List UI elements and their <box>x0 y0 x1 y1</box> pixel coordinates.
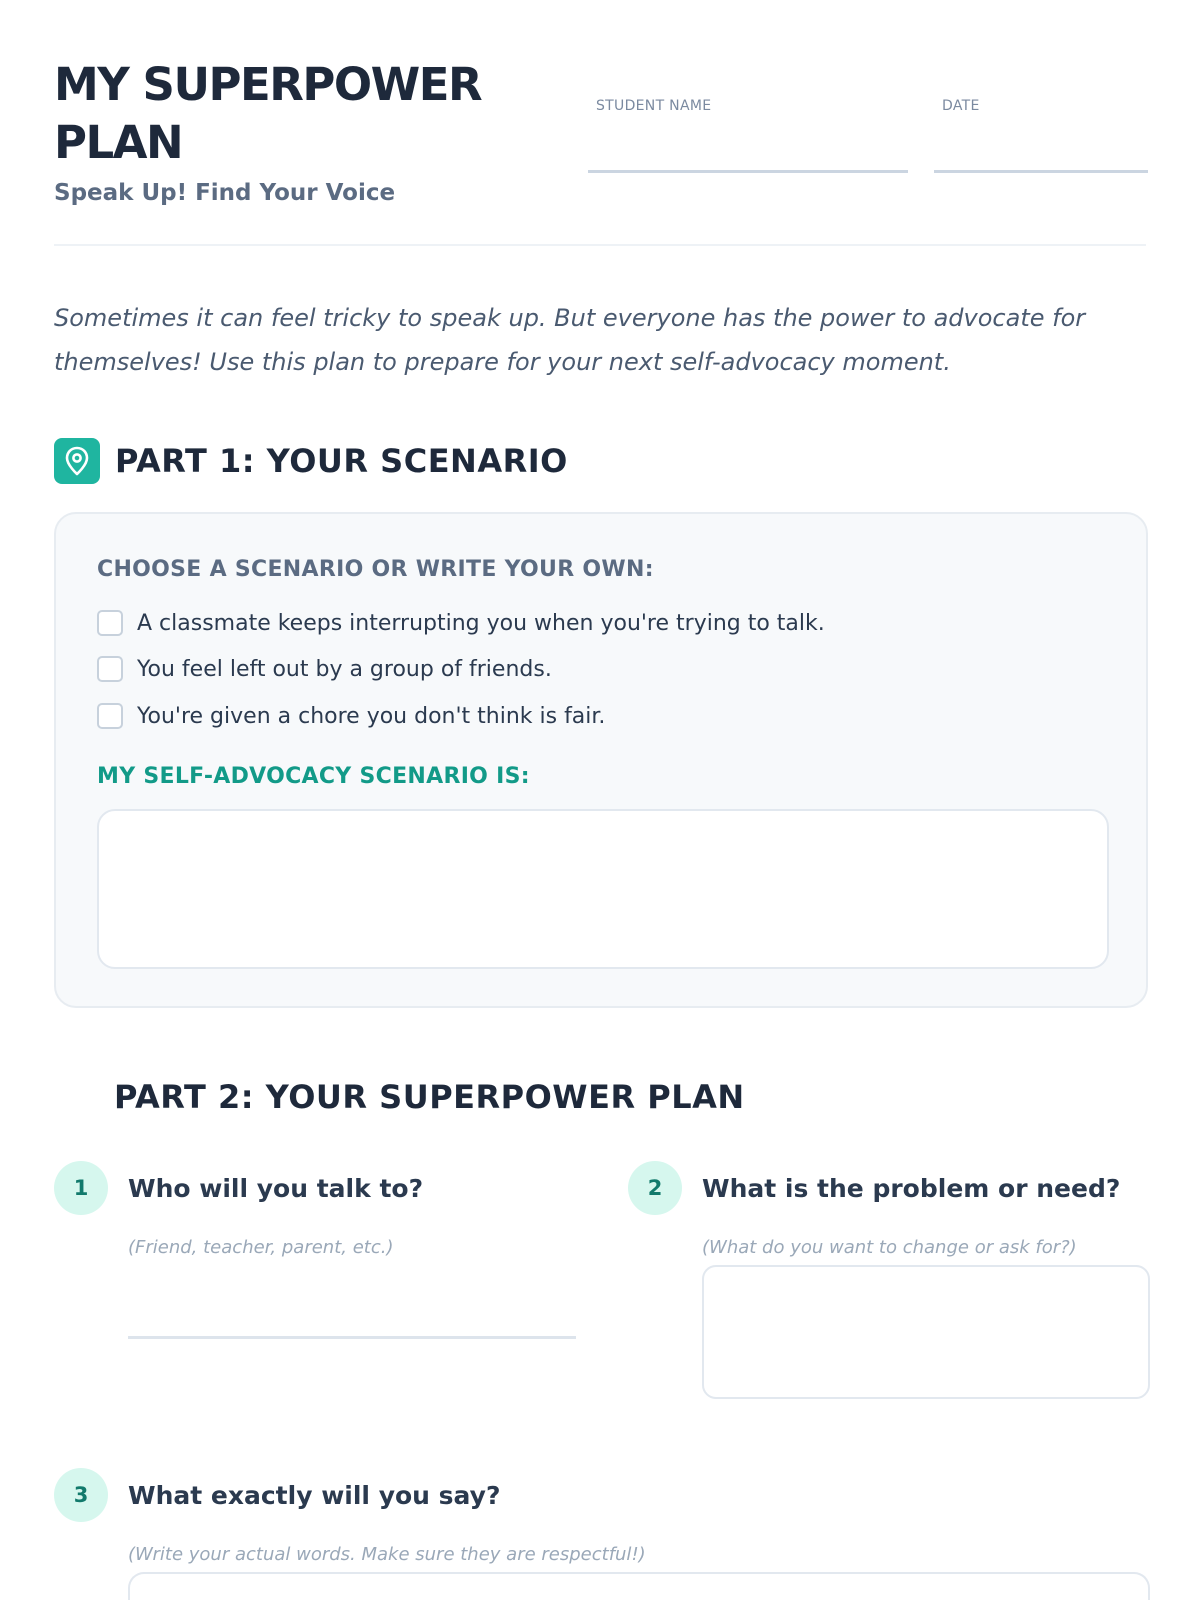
worksheet-header <box>54 56 1146 246</box>
page-title: MY SUPERPOWER PLAN <box>54 58 482 169</box>
map-pin-icon <box>54 438 100 484</box>
step-question: What is the problem or need? <box>702 1174 1121 1203</box>
step-hint: (Write your actual words. Make sure they are respectful!) <box>128 1544 646 1565</box>
scenario-option[interactable] <box>97 610 825 636</box>
step-hint: (What do you want to change or ask for?) <box>702 1237 1077 1258</box>
step-what-to-say <box>54 1468 1150 1600</box>
part1-title: PART 1: YOUR SCENARIO <box>115 442 568 480</box>
scenario-option[interactable] <box>97 703 605 729</box>
scenario-textarea[interactable] <box>97 809 1109 969</box>
date-input-line[interactable] <box>934 170 1148 173</box>
student-name-field[interactable] <box>588 98 908 114</box>
scenario-card <box>54 512 1148 1008</box>
problem-textarea[interactable] <box>702 1265 1150 1399</box>
what-to-say-textarea[interactable] <box>128 1572 1150 1600</box>
step-number-badge: 2 <box>628 1161 682 1215</box>
student-name-label: STUDENT NAME <box>596 98 712 114</box>
part2-title: PART 2: YOUR SUPERPOWER PLAN <box>114 1078 745 1116</box>
my-scenario-label: MY SELF-ADVOCACY SCENARIO IS: <box>97 764 530 789</box>
scenario-option-text: A classmate keeps interrupting you when you're trying to talk. <box>137 610 825 636</box>
step-question: Who will you talk to? <box>128 1174 424 1203</box>
step-problem <box>628 1161 1148 1411</box>
step-number-badge: 1 <box>54 1161 108 1215</box>
intro-text: Sometimes it can feel tricky to speak up. But everyone has the power to advocate for themselves! Use this plan to prepare for your next self-advocacy moment. <box>54 304 1086 376</box>
who-input[interactable] <box>128 1276 576 1339</box>
step-question: What exactly will you say? <box>128 1481 501 1510</box>
date-label: DATE <box>942 98 980 114</box>
step-number-badge: 3 <box>54 1468 108 1522</box>
scenario-checkbox[interactable] <box>97 703 123 729</box>
date-field[interactable] <box>934 98 1146 114</box>
student-name-input-line[interactable] <box>588 170 908 173</box>
page-subtitle: Speak Up! Find Your Voice <box>54 180 396 206</box>
scenario-option-text: You're given a chore you don't think is fair. <box>137 703 606 729</box>
scenario-checkbox[interactable] <box>97 656 123 682</box>
scenario-option-text: You feel left out by a group of friends. <box>137 656 552 682</box>
choose-scenario-label: CHOOSE A SCENARIO OR WRITE YOUR OWN: <box>97 557 654 582</box>
step-who <box>54 1161 574 1361</box>
step-hint: (Friend, teacher, parent, etc.) <box>128 1237 394 1258</box>
part1-heading <box>54 438 568 484</box>
scenario-option[interactable] <box>97 656 552 682</box>
scenario-checkbox[interactable] <box>97 610 123 636</box>
